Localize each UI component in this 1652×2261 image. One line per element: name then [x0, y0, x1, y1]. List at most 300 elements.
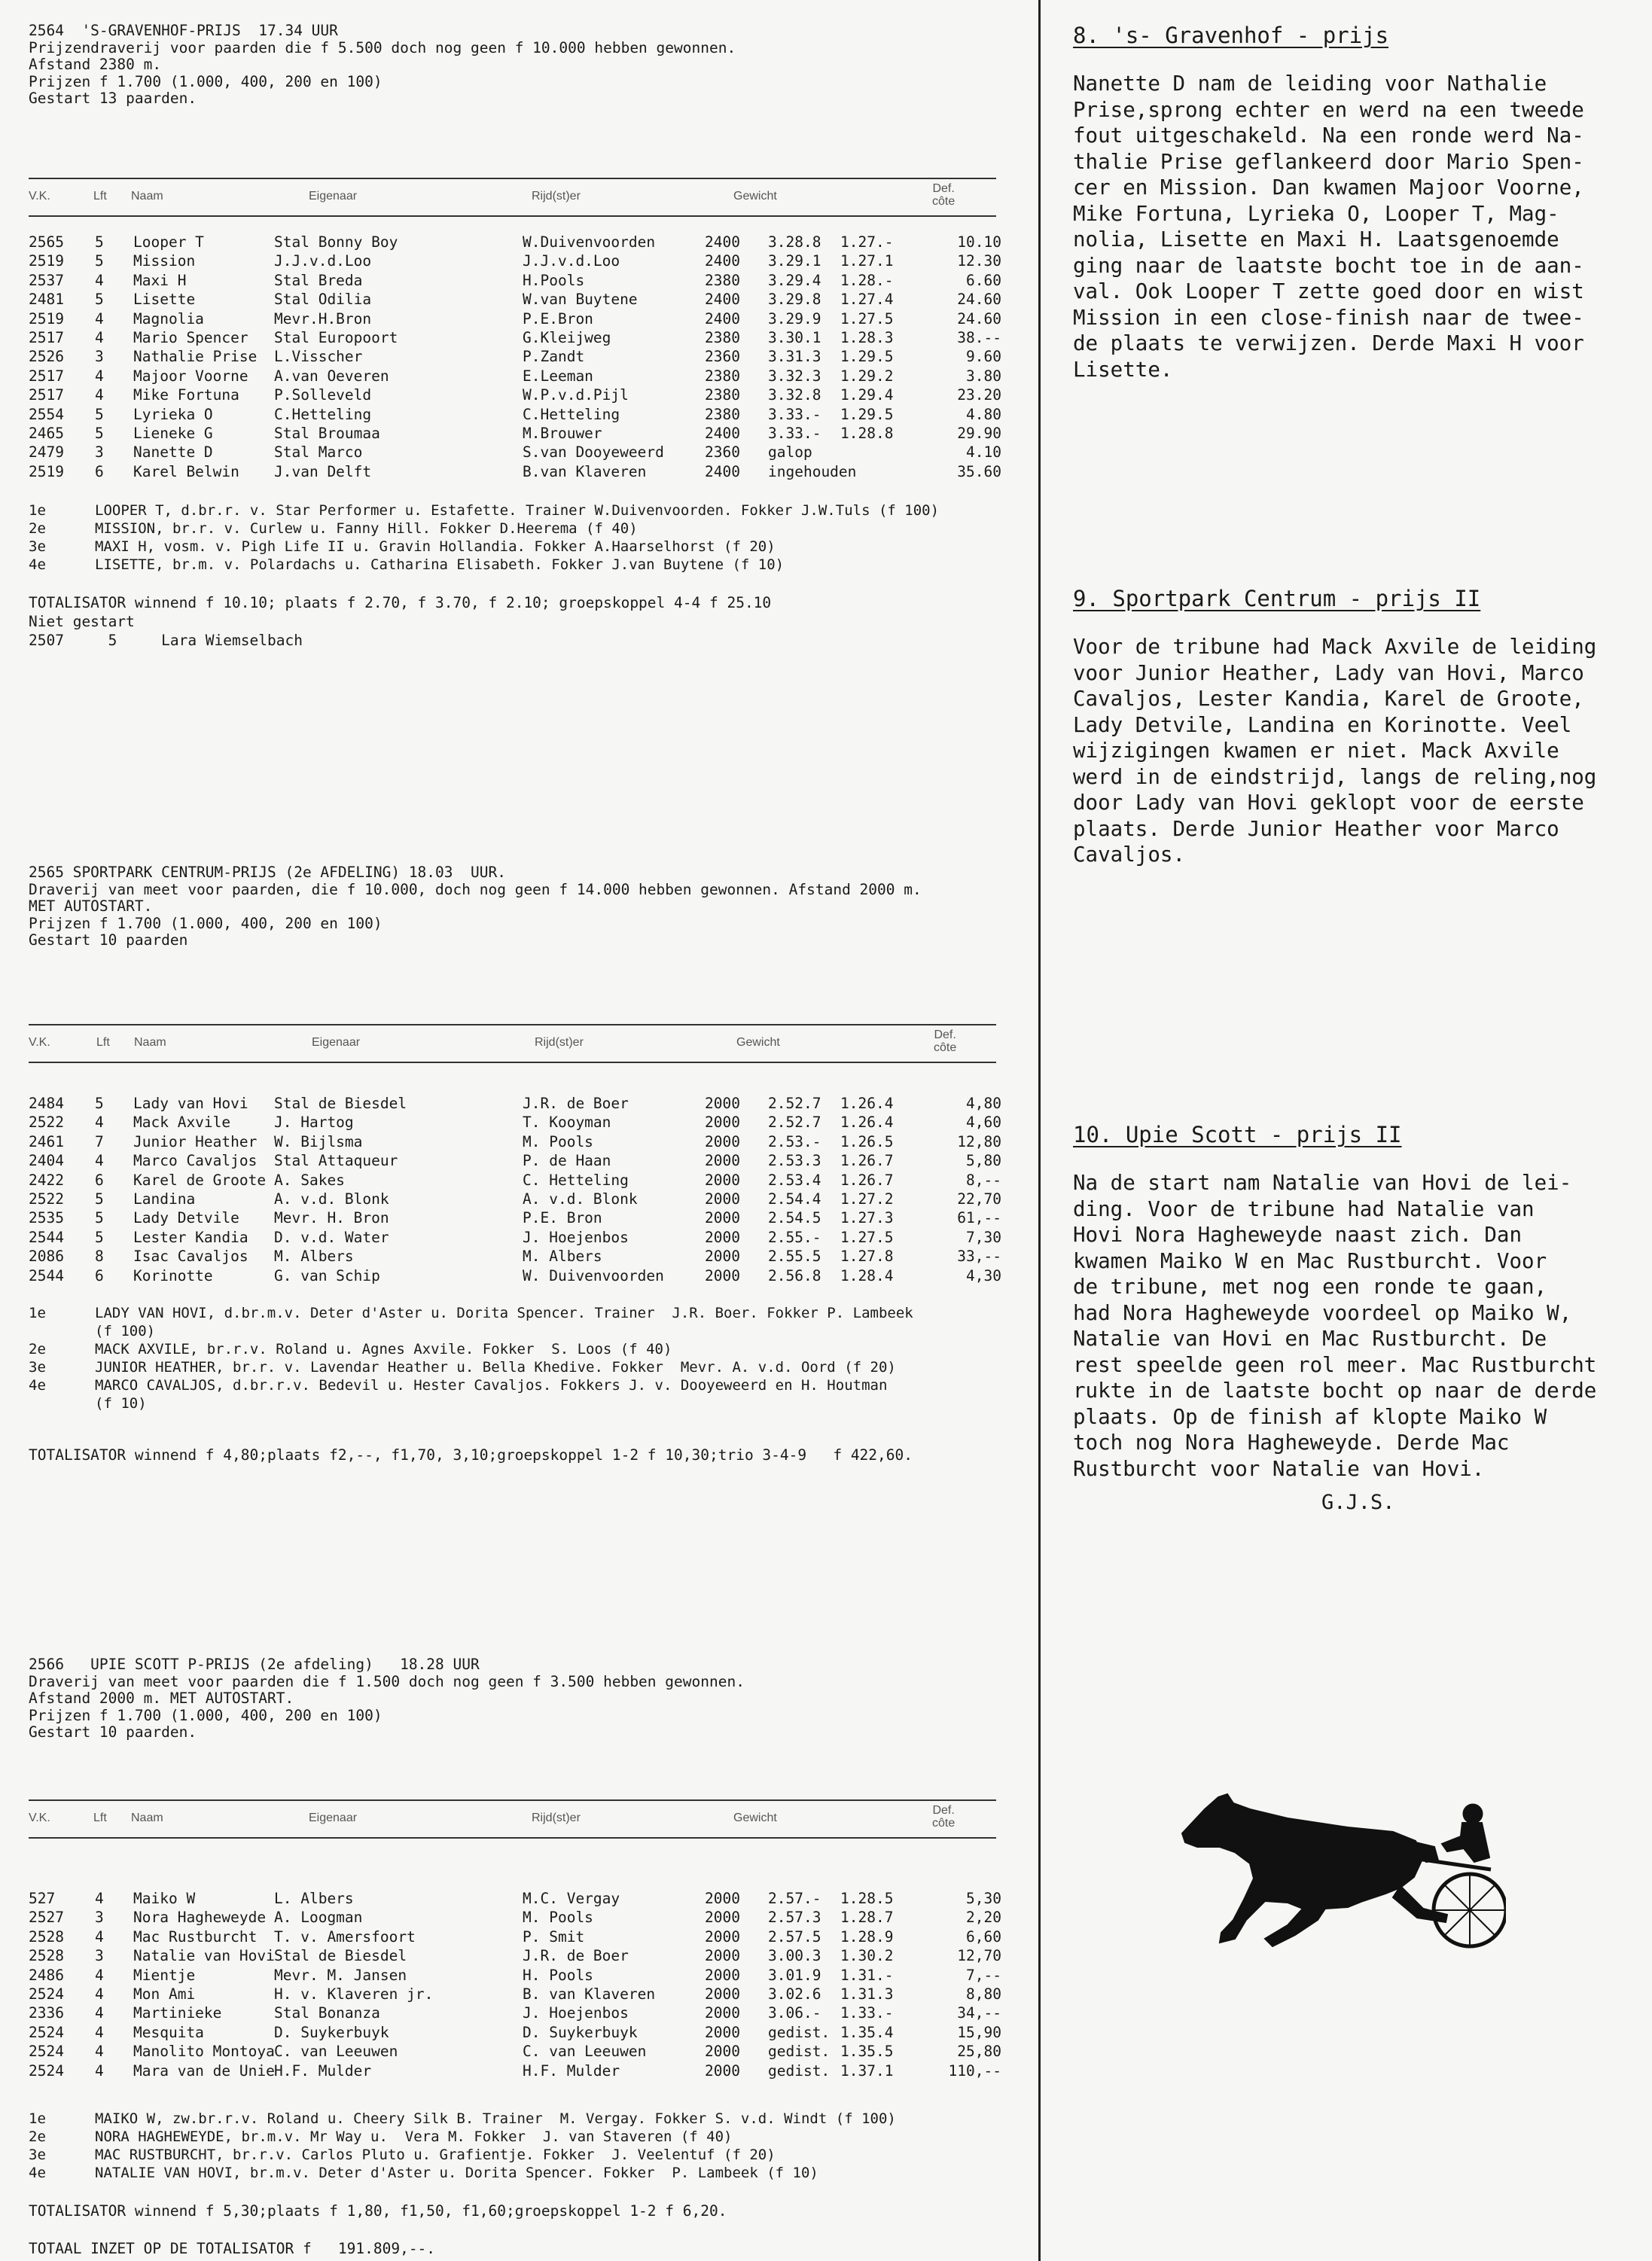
table-row: [29, 291, 1007, 309]
owner: Stal Europoort: [274, 328, 398, 346]
race-2565: [29, 864, 1007, 1464]
owner: C.Hetteling: [274, 405, 372, 423]
km-time: 1.26.4: [840, 1095, 894, 1112]
rider: G.Kleijweg: [523, 328, 611, 346]
horse-name: Junior Heather: [133, 1132, 258, 1150]
age: 4: [95, 2004, 104, 2022]
entry-number: 2537: [29, 271, 64, 289]
cote: 12.30: [957, 252, 1001, 270]
rider: A. v.d. Blonk: [523, 1190, 638, 1208]
table-row: [29, 2043, 1007, 2061]
owner: D. v.d. Water: [274, 1228, 389, 1246]
horse-name: Martinieke: [133, 2004, 222, 2022]
distance: 2380: [705, 328, 740, 346]
time: gedist.: [768, 2043, 831, 2061]
placing-rank: 1e: [29, 1305, 46, 1321]
rider: M. Albers: [523, 1248, 602, 1266]
owner: L. Albers: [274, 1890, 354, 1907]
owner: A. v.d. Blonk: [274, 1190, 389, 1208]
cote: 3.80: [966, 367, 1001, 385]
col-vk: V.K.: [29, 1036, 50, 1049]
horse-name: Mon Ami: [133, 1985, 196, 2003]
rider: H.Pools: [523, 271, 585, 289]
race-2564: [29, 22, 1007, 649]
km-time: 1.30.2: [840, 1947, 894, 1965]
placing-entry: [29, 2128, 1007, 2146]
horse-name: Mac Rustburcht: [133, 1927, 258, 1946]
placing-entry: [29, 1376, 1007, 1412]
table-row: [29, 272, 1007, 291]
km-time: 1.26.5: [840, 1132, 894, 1150]
results-table: [29, 1890, 1007, 2081]
placings: [29, 501, 1007, 574]
age: 5: [95, 291, 104, 309]
cote: 10.10: [957, 233, 1001, 251]
table-row: [29, 1947, 1007, 1966]
time: 3.33.-: [768, 424, 821, 442]
km-time: 1.26.7: [840, 1152, 894, 1170]
table-row: [29, 1152, 1007, 1171]
time: 2.55.5: [768, 1248, 821, 1266]
placing-rank: 2e: [29, 2128, 46, 2145]
rider: P.E.Bron: [523, 309, 593, 328]
col-rijder: Rijd(st)er: [532, 1812, 581, 1824]
cote: 38.--: [957, 328, 1001, 346]
entry-number: 2481: [29, 291, 64, 309]
entry-number: 2528: [29, 1947, 64, 1965]
time: 3.06.-: [768, 2004, 821, 2022]
entry-number: 527: [29, 1890, 56, 1907]
horse-name: Karel Belwin: [133, 462, 239, 480]
placing-rank: 4e: [29, 556, 46, 573]
age: 4: [95, 2043, 104, 2061]
entry-number: 2461: [29, 1132, 64, 1150]
placing-rank: 3e: [29, 1359, 46, 1376]
entry-number: 2554: [29, 405, 64, 423]
placing-rank: 4e: [29, 1377, 46, 1394]
km-time: 1.31.-: [840, 1966, 894, 1984]
report-9: [1073, 586, 1615, 868]
horse-name: Manolito Montoya: [133, 2043, 275, 2061]
placing-entry: [29, 1304, 1007, 1340]
table-row: [29, 2062, 1007, 2081]
entry-number: 2336: [29, 2004, 64, 2022]
race-header: 2566 UPIE SCOTT P-PRIJS (2e afdeling) 18.28 UUR Draverij van meet voor paarden die f 1.500 doch nog geen f 3.500 hebben gewonnen. Afstand 2000 m. MET AUTOSTART. Prijzen f 1.700 (1.000, 400, 200 en 100) Gestart 10 paarden.: [29, 1656, 745, 1741]
owner: Stal Broumaa: [274, 424, 380, 442]
rider: C. Hetteling: [523, 1171, 629, 1189]
col-rijder: Rijd(st)er: [535, 1036, 584, 1049]
cote: 8,80: [966, 1985, 1001, 2003]
km-time: 1.37.1: [840, 2061, 894, 2080]
cote: 7,--: [966, 1966, 1001, 1984]
horse-name: Maxi H: [133, 271, 187, 289]
rider: H.F. Mulder: [523, 2061, 620, 2080]
entry-number: 2524: [29, 2023, 64, 2041]
horse-name: Mission: [133, 252, 196, 270]
rider: C.Hetteling: [523, 405, 620, 423]
placing-entry: [29, 538, 1007, 556]
distance: 2000: [705, 1114, 740, 1132]
owner: Stal Bonny Boy: [274, 233, 398, 251]
rider: P.E. Bron: [523, 1209, 602, 1227]
distance: 2000: [705, 1132, 740, 1150]
table-row: [29, 367, 1007, 386]
horse-name: Mientje: [133, 1966, 196, 1984]
col-cote: [932, 182, 955, 208]
distance: 2000: [705, 2004, 740, 2022]
cote: 22,70: [957, 1190, 1001, 1208]
distance: 2400: [705, 233, 740, 251]
table-row: [29, 1928, 1007, 1947]
time: 2.55.-: [768, 1228, 821, 1246]
col-lft: Lft: [93, 1812, 107, 1824]
placing-description: MARCO CAVALJOS, d.br.r.v. Bedevil u. Hester Cavaljos. Fokkers J. v. Dooyeweerd en H. Houtman (f 10): [95, 1377, 888, 1412]
distance: 2380: [705, 367, 740, 385]
placing-rank: 2e: [29, 520, 46, 537]
placing-entry: [29, 1358, 1007, 1376]
horse-name: Nanette D: [133, 443, 213, 462]
owner: H.F. Mulder: [274, 2061, 372, 2080]
distance: 2380: [705, 386, 740, 404]
table-row: [29, 1133, 1007, 1152]
owner: W. Bijlsma: [274, 1132, 363, 1150]
entry-number: 2522: [29, 1190, 64, 1208]
rider: P. de Haan: [523, 1152, 611, 1170]
entry-number: 2524: [29, 2061, 64, 2080]
km-time: 1.26.4: [840, 1114, 894, 1132]
owner: L.Visscher: [274, 348, 363, 366]
totalisator: TOTALISATOR winnend f 10.10; plaats f 2.70, f 3.70, f 2.10; groepskoppel 4-4 f 25.10: [29, 594, 772, 611]
placing-entry: [29, 1340, 1007, 1358]
placings: [29, 2110, 1007, 2182]
km-time: 1.28.8: [840, 424, 894, 442]
results-table: [29, 233, 1007, 482]
placing-entry: [29, 2110, 1007, 2128]
cote: 4.80: [966, 405, 1001, 423]
table-row: [29, 329, 1007, 348]
owner: Stal Odilia: [274, 291, 372, 309]
race-2566: [29, 1656, 1007, 2257]
cote: 25,80: [957, 2043, 1001, 2061]
cote: 4,30: [966, 1266, 1001, 1284]
col-naam: Naam: [134, 1036, 166, 1049]
distance: 2000: [705, 1190, 740, 1208]
placing-rank: 1e: [29, 2110, 46, 2127]
age: 4: [95, 1927, 104, 1946]
report-text: Voor de tribune had Mack Axvile de leiding voor Junior Heather, Lady van Hovi, Marco Cavaljos, Lester Kandia, Karel de Groote, Lady Detvile, Landina en Korinotte. Veel wijzigingen kwamen er niet. Mack Axvile werd in de eindstrijd, langs de reling,nog door Lady van Hovi geklopt voor de eerste plaats. Derde Junior Heather voor Marco Cavaljos.: [1073, 635, 1597, 867]
time: 3.28.8: [768, 233, 821, 251]
results-table: [29, 1095, 1007, 1286]
table-row: [29, 233, 1007, 252]
table-header: [29, 1799, 996, 1839]
placing-entry: [29, 2164, 1007, 2182]
rider: J. Hoejenbos: [523, 1228, 629, 1246]
distance: 2000: [705, 1947, 740, 1965]
km-time: 1.29.5: [840, 405, 894, 423]
horse-name: Lady Detvile: [133, 1209, 239, 1227]
report-text: Na de start nam Natalie van Hovi de lei- ding. Voor de tribune had Natalie van Hovi Nora Hagheweyde naast zich. Dan kwamen Maiko W en Mac Rustburcht. Voor de tribune, met nog een ronde te gaan, had Nora Hagheweyde voordeel op Maiko W, Natalie van Hovi en Mac Rustburcht. De rest speelde geen rol meer. Mac Rustburcht rukte in de laatste bocht op naar de derde plaats. Op de finish af klopte Maiko W toch nog Nora Hagheweyde. Derde Mac Rustburcht voor Natalie van Hovi.: [1073, 1171, 1597, 1481]
age: 6: [95, 1266, 104, 1284]
horse-name: Mesquita: [133, 2023, 204, 2041]
cote: 6.60: [966, 271, 1001, 289]
distance: 2000: [705, 1890, 740, 1907]
time: 3.31.3: [768, 348, 821, 366]
horse-name: Nathalie Prise: [133, 348, 258, 366]
col-cote: [932, 1804, 955, 1830]
time: 3.32.8: [768, 386, 821, 404]
cote: 29.90: [957, 424, 1001, 442]
table-row: [29, 1229, 1007, 1248]
age: 5: [95, 1209, 104, 1227]
rider: E.Leeman: [523, 367, 593, 385]
age: 5: [95, 233, 104, 251]
age: 5: [95, 1228, 104, 1246]
rider: M.C. Vergay: [523, 1890, 620, 1907]
distance: 2380: [705, 271, 740, 289]
entry-number: 2519: [29, 252, 64, 270]
rider: P.Zandt: [523, 348, 585, 366]
km-time: 1.35.5: [840, 2043, 894, 2061]
entry-number: 2522: [29, 1114, 64, 1132]
km-time: 1.33.-: [840, 2004, 894, 2022]
entry-number: 2465: [29, 424, 64, 442]
rider: B.van Klaveren: [523, 462, 647, 480]
rider: T. Kooyman: [523, 1114, 611, 1132]
col-naam: Naam: [131, 190, 163, 203]
owner: P.Solleveld: [274, 386, 372, 404]
placing-description: MAIKO W, zw.br.r.v. Roland u. Cheery Silk B. Trainer M. Vergay. Fokker S. v.d. Windt (f 100): [95, 2110, 896, 2127]
time: 2.57.-: [768, 1890, 821, 1907]
horse-name: Majoor Voorne: [133, 367, 248, 385]
distance: 2360: [705, 348, 740, 366]
owner: J. Hartog: [274, 1114, 354, 1132]
distance: 2400: [705, 252, 740, 270]
col-eigenaar: Eigenaar: [309, 1812, 358, 1824]
cote: 15,90: [957, 2023, 1001, 2041]
cote: 23.20: [957, 386, 1001, 404]
distance: 2000: [705, 1266, 740, 1284]
report-10: [1073, 1122, 1615, 1482]
rider: M. Pools: [523, 1909, 593, 1927]
time: 2.57.5: [768, 1927, 821, 1946]
distance: 2400: [705, 309, 740, 328]
horse-name: Nora Hagheweyde: [133, 1909, 267, 1927]
table-row: [29, 1985, 1007, 2004]
horse-name: Isac Cavaljos: [133, 1248, 248, 1266]
time: 3.00.3: [768, 1947, 821, 1965]
table-row: [29, 1267, 1007, 1286]
table-row: [29, 425, 1007, 443]
km-time: 1.28.3: [840, 328, 894, 346]
table-row: [29, 1890, 1007, 1909]
km-time: 1.28.-: [840, 271, 894, 289]
table-row: [29, 348, 1007, 367]
time: galop: [768, 443, 812, 462]
table-row: [29, 1248, 1007, 1266]
table-row: [29, 386, 1007, 405]
distance: 2000: [705, 1171, 740, 1189]
horse-name: Lieneke G: [133, 424, 213, 442]
age: 4: [95, 1114, 104, 1132]
rider: W.Duivenvoorden: [523, 233, 656, 251]
age: 3: [95, 1947, 104, 1965]
placing-entry: [29, 556, 1007, 574]
harness-horse-silhouette-icon: [1175, 1788, 1506, 1961]
time: 3.32.3: [768, 367, 821, 385]
time: 3.29.4: [768, 271, 821, 289]
owner: D. Suykerbuyk: [274, 2023, 389, 2041]
km-time: 1.27.3: [840, 1209, 894, 1227]
rider: J. Hoejenbos: [523, 2004, 629, 2022]
cote: 4,80: [966, 1095, 1001, 1112]
time: 2.53.3: [768, 1152, 821, 1170]
rider: J.R. de Boer: [523, 1947, 629, 1965]
col-def-label: Def.: [932, 182, 955, 195]
placing-rank: 1e: [29, 502, 46, 519]
owner: Mevr. M. Jansen: [274, 1966, 407, 1984]
age: 4: [95, 1966, 104, 1984]
entry-number: 2517: [29, 328, 64, 346]
table-row: [29, 1095, 1007, 1114]
km-time: 1.27.4: [840, 291, 894, 309]
km-time: 1.29.2: [840, 367, 894, 385]
age: 4: [95, 367, 104, 385]
km-time: 1.28.7: [840, 1909, 894, 1927]
placing-description: NATALIE VAN HOVI, br.m.v. Deter d'Aster u. Dorita Spencer. Fokker P. Lambeek (f 10): [95, 2165, 818, 2181]
time: 3.33.-: [768, 405, 821, 423]
report-8: [1073, 23, 1615, 382]
rider: D. Suykerbuyk: [523, 2023, 638, 2041]
placing-description: MACK AXVILE, br.r.v. Roland u. Agnes Axvile. Fokker S. Loos (f 40): [95, 1341, 672, 1358]
km-time: 1.31.3: [840, 1985, 894, 2003]
cote: 35.60: [957, 462, 1001, 480]
time: 2.53.-: [768, 1132, 821, 1150]
rider: J.J.v.d.Loo: [523, 252, 620, 270]
distance: 2000: [705, 1927, 740, 1946]
age: 5: [95, 405, 104, 423]
age: 5: [95, 252, 104, 270]
entry-number: 2565: [29, 233, 64, 251]
placing-rank: 4e: [29, 2165, 46, 2181]
report-title: 10. Upie Scott - prijs II: [1073, 1122, 1402, 1147]
entry-number: 2519: [29, 462, 64, 480]
entry-number: 2486: [29, 1966, 64, 1984]
entry-number: 2484: [29, 1095, 64, 1112]
col-vk: V.K.: [29, 190, 50, 203]
km-time: 1.28.9: [840, 1927, 894, 1946]
report-text: Nanette D nam de leiding voor Nathalie Prise,sprong echter en werd na een tweede fout uitgeschakeld. Na een ronde werd Na- thalie Prise geflankeerd door Mario Spen- cer en Mission. Dan kwamen Majoor Voorne, Mike Fortuna, Lyrieka O, Looper T, Mag- nolia, Lisette en Maxi H. Laatsgenoemde ging naar de laatste bocht toe in de aan- val. Ook Looper T zette goed door en wist Mission in een close-finish naar de twee- de plaats te verwijzen. Derde Maxi H voor Lisette.: [1073, 72, 1584, 382]
time: 3.02.6: [768, 1985, 821, 2003]
age: 4: [95, 1152, 104, 1170]
time: gedist.: [768, 2023, 831, 2041]
km-time: 1.27.5: [840, 309, 894, 328]
totalisator: TOTALISATOR winnend f 4,80;plaats f2,--, f1,70, 3,10;groepskoppel 1-2 f 10,30;trio 3-4-9 f 422,60.: [29, 1446, 913, 1464]
placing-rank: 2e: [29, 1341, 46, 1358]
horse-name: Lisette: [133, 291, 196, 309]
entry-number: 2519: [29, 309, 64, 328]
table-row: [29, 1909, 1007, 1927]
entry-number: 2517: [29, 386, 64, 404]
horse-name: Magnolia: [133, 309, 204, 328]
age: 5: [95, 1190, 104, 1208]
owner: A. Sakes: [274, 1171, 345, 1189]
time: 2.52.7: [768, 1114, 821, 1132]
placing-description: MAC RUSTBURCHT, br.r.v. Carlos Pluto u. Grafientje. Fokker J. Veelentuf (f 20): [95, 2147, 776, 2163]
owner: Stal de Biesdel: [274, 1947, 407, 1965]
table-row: [29, 310, 1007, 329]
time: 3.29.8: [768, 291, 821, 309]
cote: 34,--: [957, 2004, 1001, 2022]
cote: 61,--: [957, 1209, 1001, 1227]
column-divider: [1038, 0, 1041, 2261]
cote: 5,30: [966, 1890, 1001, 1907]
distance: 2000: [705, 1985, 740, 2003]
owner: M. Albers: [274, 1248, 354, 1266]
placing-description: JUNIOR HEATHER, br.r. v. Lavendar Heather u. Bella Khedive. Fokker Mevr. A. v.d. Oord (f 20): [95, 1359, 896, 1376]
owner: H. v. Klaveren jr.: [274, 1985, 434, 2003]
col-cote: [934, 1028, 956, 1054]
entry-number: 2526: [29, 348, 64, 366]
distance: 2000: [705, 2023, 740, 2041]
age: 3: [95, 348, 104, 366]
cote: 5,80: [966, 1152, 1001, 1170]
horse-name: Mike Fortuna: [133, 386, 239, 404]
distance: 2380: [705, 405, 740, 423]
owner: C. van Leeuwen: [274, 2043, 398, 2061]
owner: Stal Breda: [274, 271, 363, 289]
placings: [29, 1304, 1007, 1412]
entry-number: 2517: [29, 367, 64, 385]
time: 2.53.4: [768, 1171, 821, 1189]
col-eigenaar: Eigenaar: [312, 1036, 361, 1049]
placing-entry: [29, 2146, 1007, 2164]
rider: B. van Klaveren: [523, 1985, 656, 2003]
horse-name: Korinotte: [133, 1266, 213, 1284]
time: 2.57.3: [768, 1909, 821, 1927]
distance: 2000: [705, 1966, 740, 1984]
placing-description: LADY VAN HOVI, d.br.m.v. Deter d'Aster u. Dorita Spencer. Trainer J.R. Boer. Fokker P. Lambeek (f 100): [95, 1305, 913, 1339]
table-row: [29, 2024, 1007, 2043]
placing-entry: [29, 520, 1007, 538]
placing-description: LOOPER T, d.br.r. v. Star Performer u. Estafette. Trainer W.Duivenvoorden. Fokker J.W.Tuls (f 100): [95, 502, 940, 519]
owner: Stal de Biesdel: [274, 1095, 407, 1112]
horse-name: Karel de Groote: [133, 1171, 267, 1189]
owner: J.J.v.d.Loo: [274, 252, 372, 270]
col-gewicht: Gewicht: [733, 190, 777, 203]
entry-number: 2086: [29, 1248, 64, 1266]
km-time: 1.27.8: [840, 1248, 894, 1266]
totalisator: TOTALISATOR winnend f 5,30;plaats f 1,80, f1,50, f1,60;groepskoppel 1-2 f 6,20.: [29, 2202, 727, 2220]
distance: 2400: [705, 424, 740, 442]
time: 3.30.1: [768, 328, 821, 346]
cote: 7,30: [966, 1228, 1001, 1246]
distance: 2400: [705, 462, 740, 480]
table-header: [29, 1024, 996, 1063]
owner: Stal Bonanza: [274, 2004, 380, 2022]
km-time: 1.26.7: [840, 1171, 894, 1189]
niet-gestart: Niet gestart: [29, 613, 135, 630]
placing-rank: 3e: [29, 538, 46, 555]
col-naam: Naam: [131, 1812, 163, 1824]
col-cote-label: côte: [932, 1817, 956, 1830]
owner: A. Loogman: [274, 1909, 363, 1927]
time: 3.29.1: [768, 252, 821, 270]
cote: 24.60: [957, 291, 1001, 309]
time: 2.54.4: [768, 1190, 821, 1208]
entry-number: 2527: [29, 1909, 64, 1927]
entry-number: 2544: [29, 1228, 64, 1246]
km-time: 1.29.4: [840, 386, 894, 404]
